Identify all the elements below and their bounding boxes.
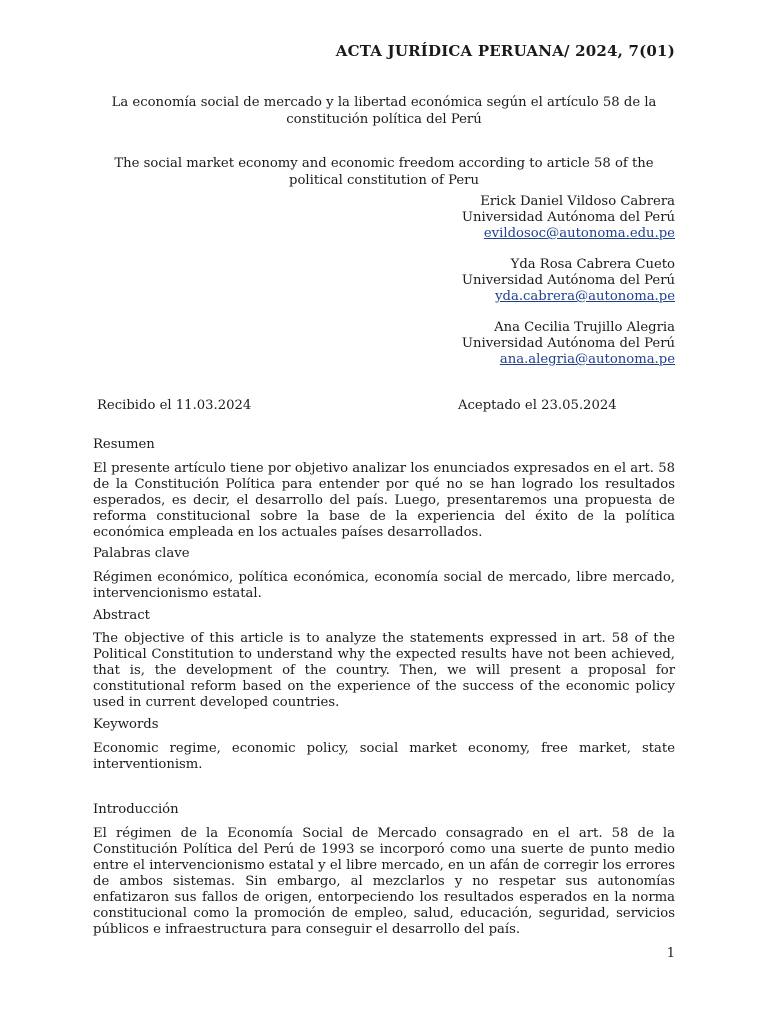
keywords-text: Economic regime, economic policy, social market economy, free market, state interventionism. (93, 741, 675, 772)
author-block (462, 257, 675, 305)
author-email-link[interactable]: evildosoc@autonoma.edu.pe (483, 226, 675, 241)
title-spanish: La economía social de mercado y la libertad económica según el artículo 58 de la constitución política del Perú (111, 95, 657, 127)
author-name: Erick Daniel Vildoso Cabrera (480, 194, 675, 209)
author-name: Yda Rosa Cabrera Cueto (510, 257, 675, 272)
author-list (462, 194, 675, 383)
author-affiliation: Universidad Autónoma del Perú (461, 336, 675, 351)
introduccion-heading: Introducción (93, 802, 179, 817)
author-name: Ana Cecilia Trujillo Alegria (494, 320, 675, 335)
author-email-link[interactable]: yda.cabrera@autonoma.pe (495, 289, 675, 304)
introduccion-text: El régimen de la Economía Social de Mercado consagrado en el art. 58 de la Constitución Política del Perú de 1993 se incorporó como una suerte de punto medio entre el intervencionismo estatal y el libre mercado, en un afán de corregir los errores de ambos sistemas. Sin embargo, al mezclarlos y no respetar sus autonomías enfatizaron sus fallos de origen, entorpeciendo los resultados esperados en la norma constitucional como la promoción de empleo, salud, educación, seguridad, servicios públicos e infraestructura para conseguir el desarrollo del país. (93, 826, 675, 937)
received-date: Recibido el 11.03.2024 (97, 398, 252, 413)
author-email-link[interactable]: ana.alegria@autonoma.pe (499, 352, 675, 367)
abstract-heading: Abstract (93, 608, 150, 623)
title-english: The social market economy and economic freedom according to article 58 of the political constitution of Peru (114, 156, 654, 188)
page-number: 1 (666, 946, 675, 961)
keywords-heading: Keywords (93, 717, 159, 732)
abstract-text: The objective of this article is to analyze the statements expressed in art. 58 of the Political Constitution to understand why the expected results have not been achieved, that is, the development of the country. Then, we will present a proposal for constitutional reform based on the experience of the success of the economic policy used in current developed countries. (93, 631, 675, 710)
journal-header: ACTA JURÍDICA PERUANA/ 2024, 7(01) (335, 42, 675, 60)
author-affiliation: Universidad Autónoma del Perú (461, 273, 675, 288)
accepted-date: Aceptado el 23.05.2024 (458, 398, 617, 413)
palabras-clave-text: Régimen económico, política económica, economía social de mercado, libre mercado, intervencionismo estatal. (93, 570, 675, 601)
author-affiliation: Universidad Autónoma del Perú (461, 210, 675, 225)
author-block (462, 320, 675, 368)
resumen-text: El presente artículo tiene por objetivo analizar los enunciados expresados en el art. 58 de la Constitución Política para entender por qué no se han logrado los resultados esperados, es decir, el desarrollo del país. Luego, presentaremos una propuesta de reforma constitucional sobre la base de la experiencia del éxito de la política económica empleada en los actuales países desarrollados. (93, 461, 675, 540)
resumen-heading: Resumen (93, 437, 155, 452)
palabras-clave-heading: Palabras clave (93, 546, 190, 561)
author-block (462, 194, 675, 242)
